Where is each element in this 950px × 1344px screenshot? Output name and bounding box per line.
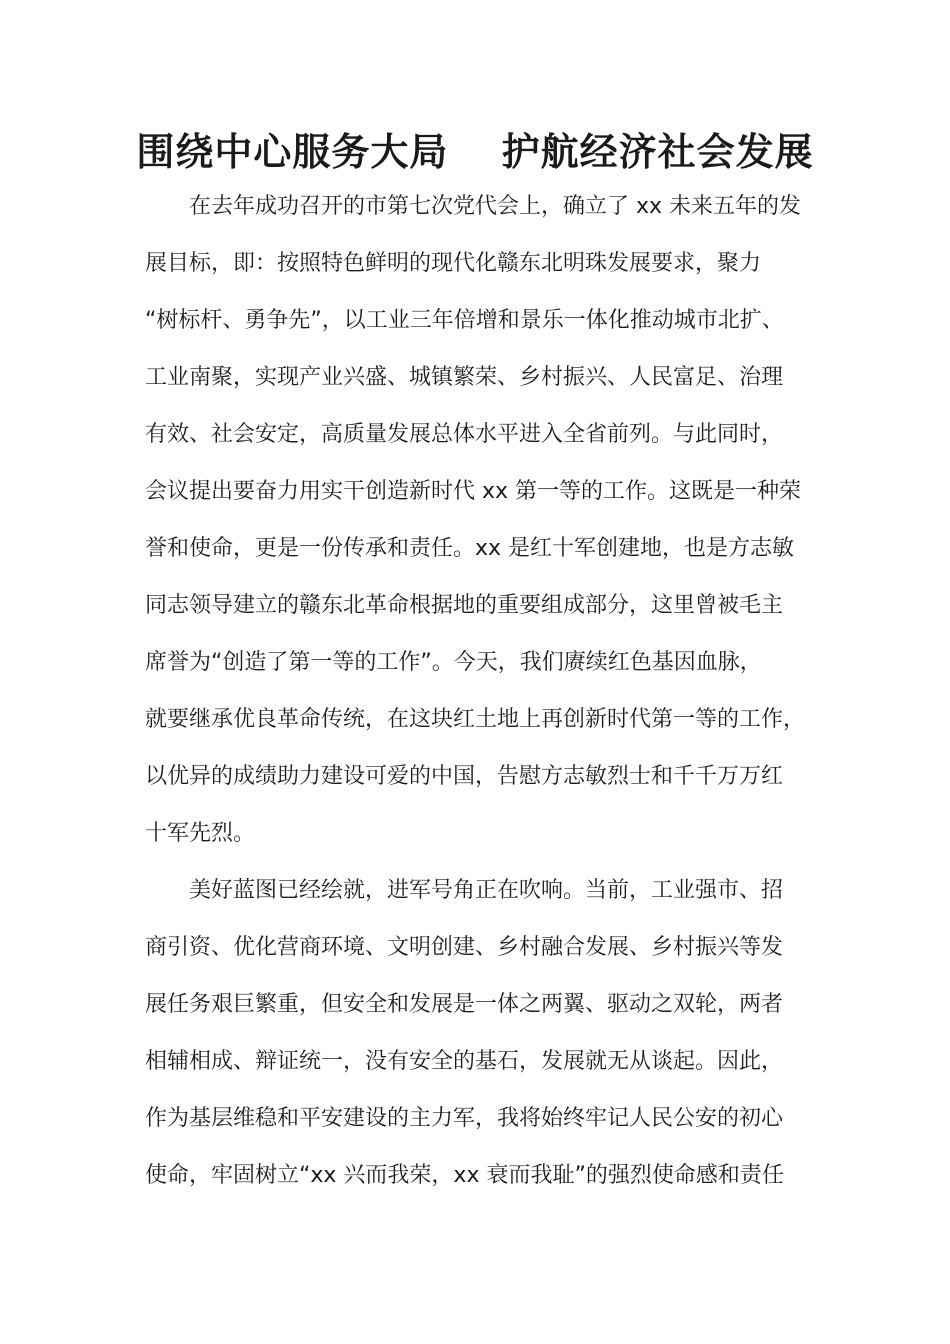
body-line: 美好蓝图已经绘就，进军号角正在吹响。当前，工业强市、招 (145, 878, 784, 903)
body-line: 在去年成功召开的市第七次党代会上，确立了 xx 未来五年的发 (145, 194, 802, 219)
body-line: 席誉为“创造了第一等的工作”。今天，我们赓续红色基因血脉， (145, 650, 762, 675)
body-line: 十军先烈。 (145, 821, 256, 846)
body-line: 同志领导建立的赣东北革命根据地的重要组成部分，这里曾被毛主 (145, 593, 784, 618)
document-title: 围绕中心服务大局 护航经济社会发展 (136, 130, 814, 174)
body-line: 誉和使命，更是一份传承和责任。xx 是红十军创建地，也是方志敏 (145, 536, 795, 561)
body-line: 展任务艰巨繁重，但安全和发展是一体之两翼、驱动之双轮，两者 (145, 992, 784, 1017)
body-line: 商引资、优化营商环境、文明创建、乡村融合发展、乡村振兴等发 (145, 935, 784, 960)
body-line: 以优异的成绩助力建设可爱的中国，告慰方志敏烈士和千千万万红 (145, 764, 784, 789)
body-line: 就要继承优良革命传统，在这块红土地上再创新时代第一等的工作， (145, 707, 806, 732)
body-line: 相辅相成、辩证统一，没有安全的基石，发展就无从谈起。因此， (145, 1049, 784, 1074)
body-line: 使命，牢固树立“xx 兴而我荣，xx 衰而我耻”的强烈使命感和责任 (145, 1163, 784, 1188)
body-line: 会议提出要奋力用实干创造新时代 xx 第一等的工作。这既是一种荣 (145, 479, 802, 504)
body-line: 展目标，即：按照特色鲜明的现代化赣东北明珠发展要求，聚力 (145, 251, 762, 276)
body-line: “树标杆、勇争先”，以工业三年倍增和景乐一体化推动城市北扩、 (145, 308, 784, 333)
body-line: 有效、社会安定，高质量发展总体水平进入全省前列。与此同时， (145, 422, 784, 447)
body-line: 作为基层维稳和平安建设的主力军，我将始终牢记人民公安的初心 (145, 1106, 784, 1131)
body-line: 工业南聚，实现产业兴盛、城镇繁荣、乡村振兴、人民富足、治理 (145, 365, 784, 390)
